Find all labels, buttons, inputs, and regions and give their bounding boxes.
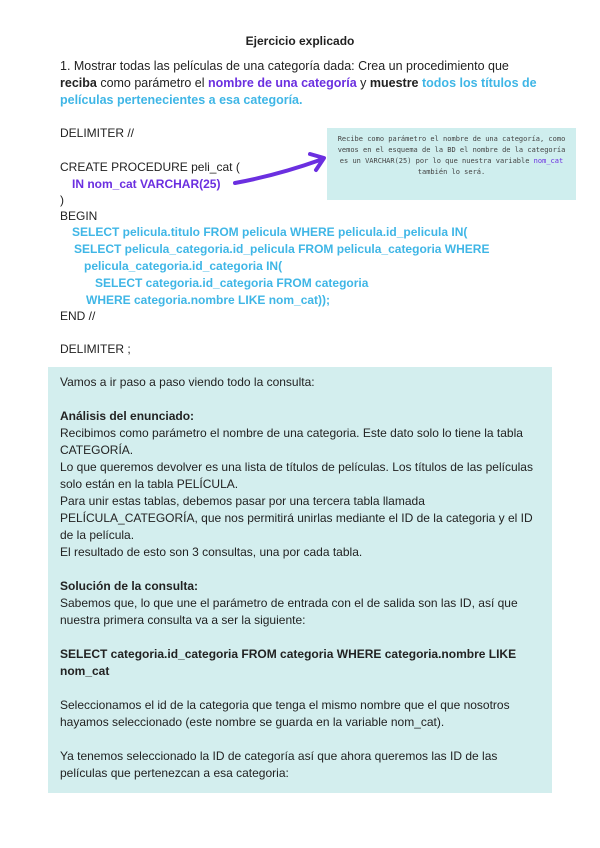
solution-paragraph: Ya tenemos seleccionado la ID de categoría así que ahora queremos las ID de las películas que pertenezcan a esa categoria:	[60, 749, 498, 780]
statement-bold-reciba: reciba	[60, 76, 97, 90]
solution-paragraph: Seleccionamos el id de la categoria que tenga el mismo nombre que el que nosotros hayamos seleccionado (este nombre se guarda en la variable nom_cat).	[60, 698, 510, 729]
note-variable: nom_cat	[533, 157, 564, 165]
note-text: también lo será.	[417, 168, 486, 176]
solution-heading: Solución de la consulta:	[60, 579, 199, 593]
statement-highlight-category: nombre de una categoría	[208, 76, 357, 90]
panel-intro: Vamos a ir paso a paso viendo todo la consulta:	[60, 375, 315, 389]
analysis-paragraph: Recibimos como parámetro el nombre de una categoria. Este dato solo lo tiene la tabla CATEGORÍA.	[60, 426, 523, 457]
solution-sql: SELECT categoria.id_categoria FROM categoria WHERE categoria.nombre LIKE nom_cat	[60, 647, 517, 678]
code-sql-line: SELECT pelicula_categoria.id_pelicula FROM pelicula_categoria WHERE	[74, 242, 490, 256]
arrow-icon	[232, 150, 332, 190]
code-delimiter-close: DELIMITER ;	[60, 342, 131, 356]
statement-text: 1. Mostrar todas las películas de una categoría dada: Crea un procedimiento que	[60, 59, 509, 73]
code-sql-line: pelicula_categoria.id_categoria IN(	[84, 259, 283, 273]
statement-text: y	[356, 76, 370, 90]
statement-bold-muestre: muestre	[369, 76, 419, 90]
code-param: IN nom_cat VARCHAR(25)	[72, 177, 221, 191]
code-create-procedure: CREATE PROCEDURE peli_cat (	[60, 160, 240, 174]
code-close-paren: )	[60, 193, 64, 207]
annotation-note	[327, 128, 576, 200]
code-sql-line: SELECT categoria.id_categoria FROM categoria	[95, 276, 369, 290]
solution-paragraph: Sabemos que, lo que une el parámetro de entrada con el de salida son las ID, así que nuestra primera consulta va a ser la siguiente:	[60, 596, 518, 627]
code-sql-line: SELECT pelicula.titulo FROM pelicula WHERE pelicula.id_pelicula IN(	[72, 225, 468, 239]
statement-highlight-titles: todos los títulos de películas pertenecientes a esa categoría.	[60, 76, 537, 107]
page-title: Ejercicio explicado	[245, 34, 355, 48]
exercise-statement	[60, 58, 540, 109]
code-begin: BEGIN	[60, 209, 98, 223]
note-text: Recibe como parámetro el nombre de una categoría, como vemos en el esquema de la BD el nombre de la categoría es un VARCHAR(25) por lo que nuestra variable	[337, 135, 566, 165]
analysis-heading: Análisis del enunciado:	[60, 409, 195, 423]
analysis-paragraph: El resultado de esto son 3 consultas, una por cada tabla.	[60, 545, 363, 559]
statement-text: como parámetro el	[96, 76, 209, 90]
explanation-text	[60, 374, 540, 782]
analysis-paragraph: Lo que queremos devolver es una lista de títulos de películas. Los títulos de las películas solo están en la tabla PELÍCULA.	[60, 460, 533, 491]
analysis-paragraph: Para unir estas tablas, debemos pasar por una tercera tabla llamada PELÍCULA_CATEGORÍA, que nos permitirá unirlas mediante el ID de la categoria y el ID de la película.	[60, 494, 533, 542]
code-delimiter-open: DELIMITER //	[60, 126, 135, 140]
code-sql-line: WHERE categoria.nombre LIKE nom_cat));	[86, 293, 331, 307]
code-end: END //	[60, 309, 96, 323]
